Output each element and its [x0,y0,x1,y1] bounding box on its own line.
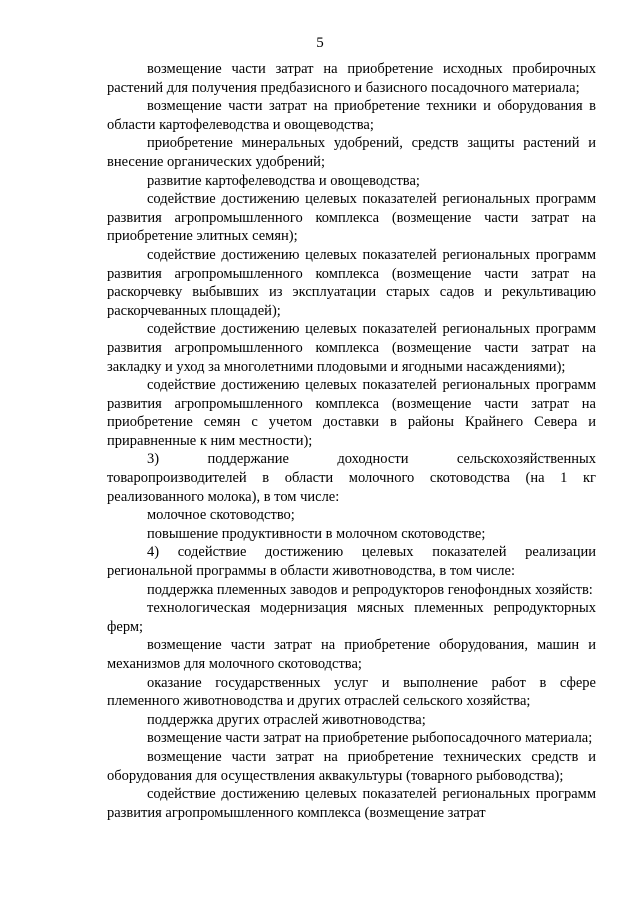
paragraph: поддержка других отраслей животноводства; [147,711,426,728]
paragraph: 3) поддержание доходности сельскохозяйственных товаропроизводителей в области молочного скотоводства (на 1 кг реализованного молока), в том числе: [107,451,596,505]
paragraph: содействие достижению целевых показателей региональных программ развития агропромышленного комплекса (возмещение части затрат на приобретение элитных семян); [107,191,596,245]
paragraph: содействие достижению целевых показателей региональных программ развития агропромышленного комплекса (возмещение части затрат на закладку и уход за многолетними плодовыми и ягодными насаждениями); [107,321,596,375]
paragraph: оказание государственных услуг и выполнение работ в сфере племенного животноводства и других отраслей сельского хозяйства; [107,674,596,710]
paragraph: содействие достижению целевых показателей региональных программ развития агропромышленного комплекса (возмещение затрат [107,786,596,821]
paragraph: поддержка племенных заводов и репродукторов генофондных хозяйств: [147,581,593,598]
document-body [107,60,596,822]
paragraph: технологическая модернизация мясных племенных репродукторных ферм; [107,600,596,635]
paragraph: возмещение части затрат на приобретение техники и оборудования в области картофелеводства и овощеводства; [107,98,596,133]
paragraph: молочное скотоводство; [147,507,295,524]
paragraph: возмещение части затрат на приобретение исходных пробирочных растений для получения предбазисного и базисного посадочного материала; [107,61,596,96]
paragraph: возмещение части затрат на приобретение технических средств и оборудования для осуществления аквакультуры (товарного рыбоводства); [107,748,596,784]
paragraph: приобретение минеральных удобрений, средств защиты растений и внесение органических удобрений; [107,135,596,170]
paragraph: возмещение части затрат на приобретение рыбопосадочного материала; [147,730,593,747]
paragraph: 4) содействие достижению целевых показателей реализации региональной программы в области животноводства, в том числе: [107,544,596,580]
paragraph: содействие достижению целевых показателей региональных программ развития агропромышленного комплекса (возмещение части затрат на раскорчевку выбывших из эксплуатации старых садов и рекультивацию раскорчеванных площадей); [107,246,596,319]
paragraph: содействие достижению целевых показателей региональных программ развития агропромышленного комплекса (возмещение части затрат на приобретение семян с учетом доставки в районы Крайнего Севера и приравненные к ним местности); [107,377,596,449]
page-number: 5 [316,35,324,51]
paragraph: развитие картофелеводства и овощеводства; [147,172,420,189]
paragraph: повышение продуктивности в молочном скотоводстве; [147,525,486,542]
paragraph: возмещение части затрат на приобретение оборудования, машин и механизмов для молочного скотоводства; [107,637,596,672]
